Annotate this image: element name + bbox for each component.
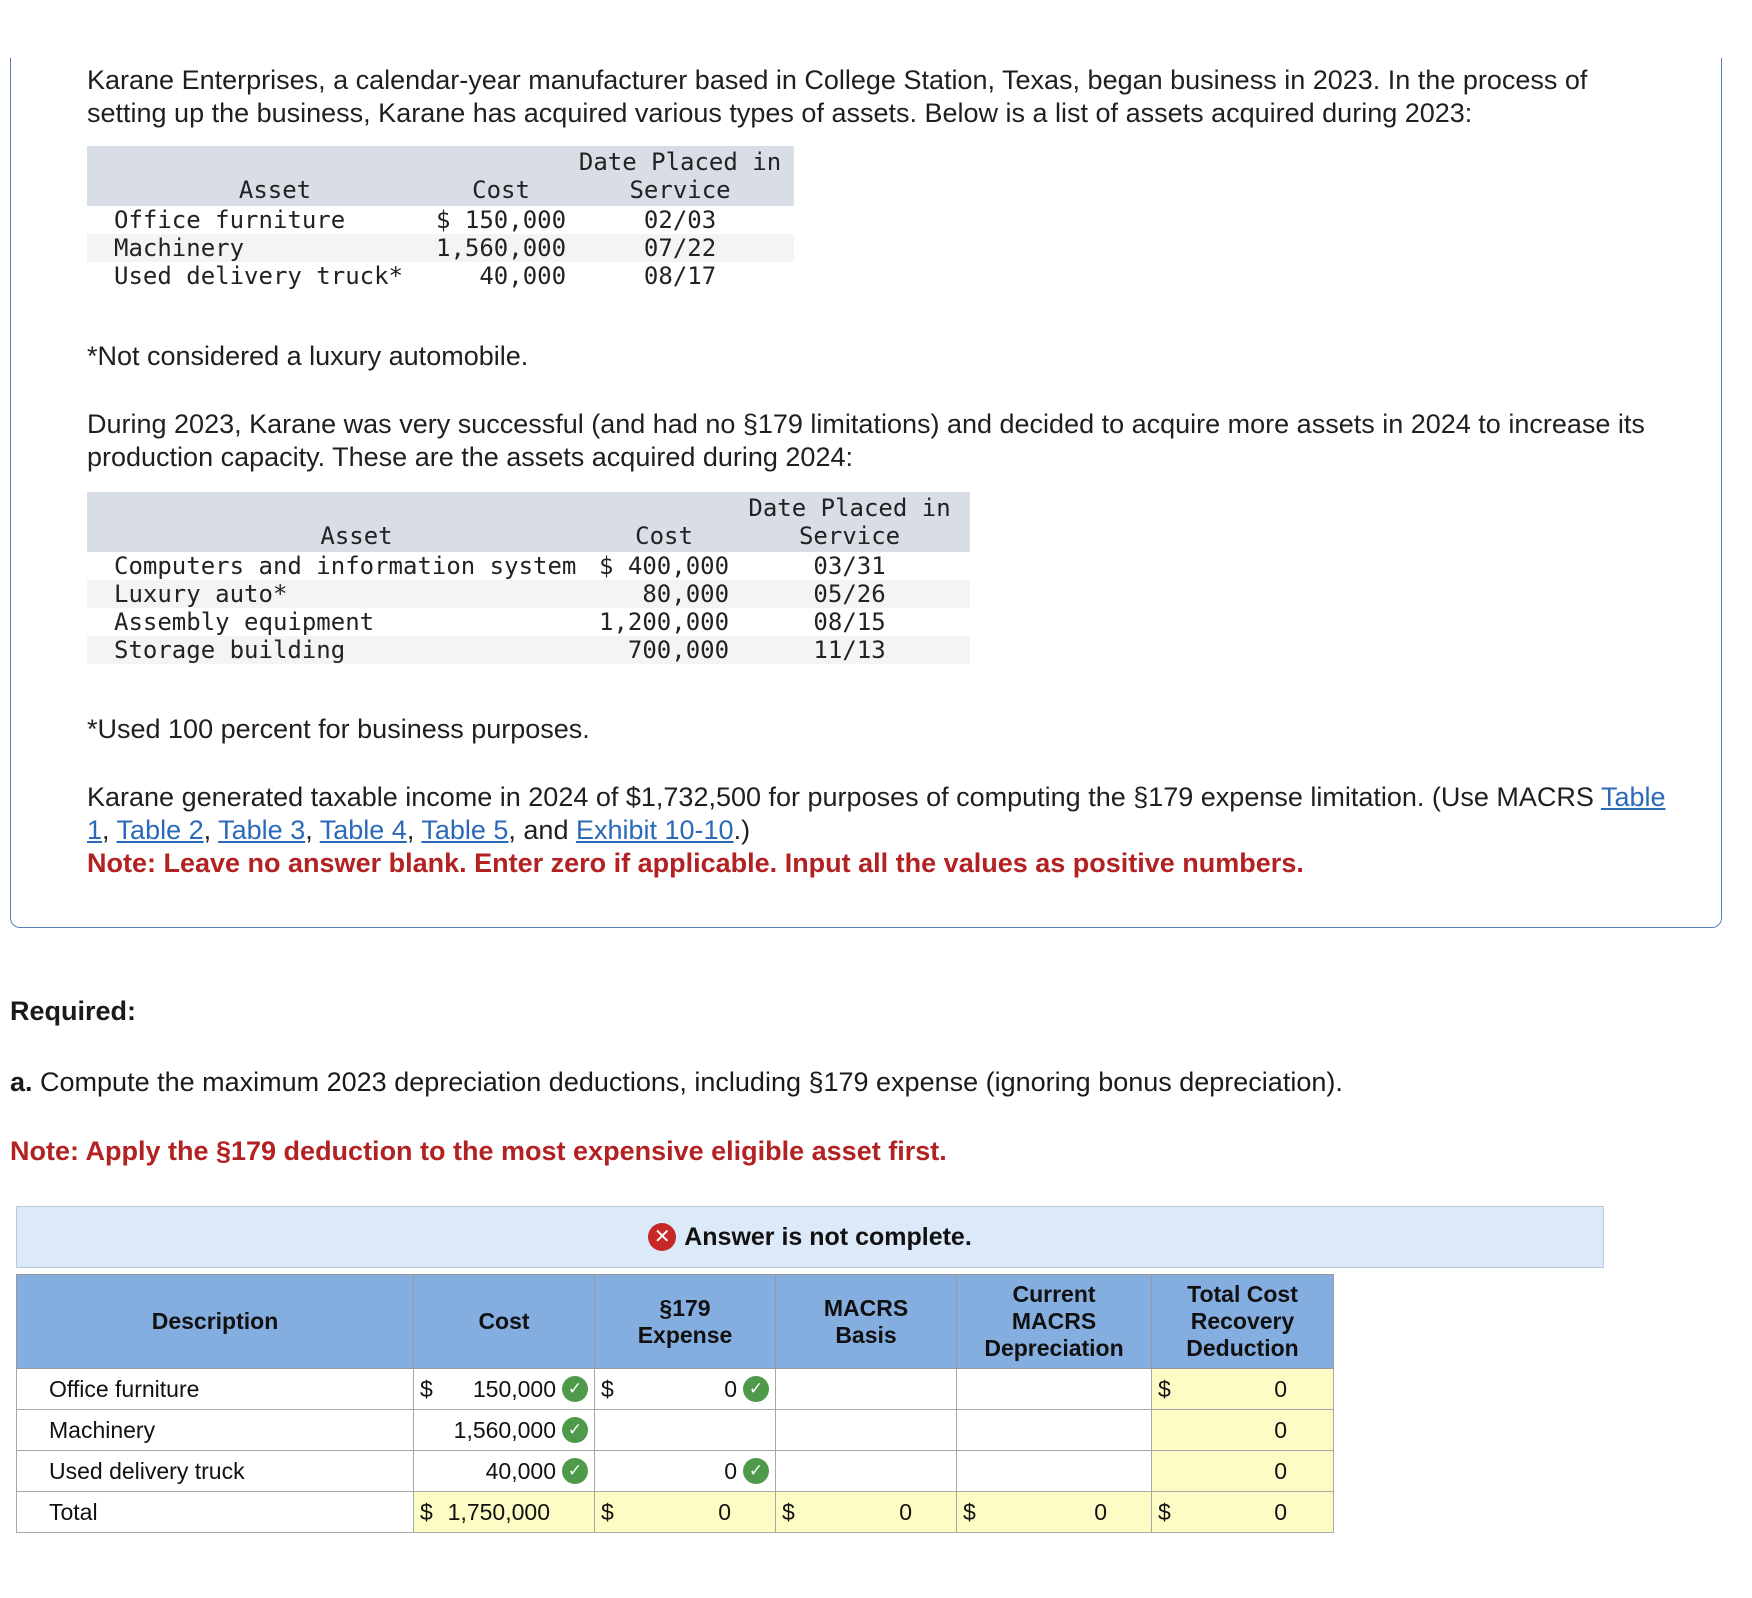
macrs-basis-input[interactable] bbox=[776, 1369, 957, 1410]
part-a-note: Note: Apply the §179 deduction to the most expensive eligible asset first. bbox=[10, 1136, 947, 1166]
total-s179-output: $ 0 bbox=[595, 1492, 776, 1533]
instruction-note: Note: Leave no answer blank. Enter zero if applicable. Input all the values as positive numbers. bbox=[87, 848, 1304, 878]
assets-2023-table bbox=[87, 146, 794, 290]
cost-input[interactable]: 40,000 ✓ bbox=[414, 1451, 595, 1492]
row-description: Machinery bbox=[17, 1410, 414, 1451]
answer-table bbox=[16, 1274, 1334, 1533]
answer-status-banner bbox=[16, 1206, 1604, 1268]
total-recovery-output: 0 bbox=[1152, 1451, 1334, 1492]
macrs-basis-input[interactable] bbox=[776, 1410, 957, 1451]
cost-input[interactable]: 1,560,000 ✓ bbox=[414, 1410, 595, 1451]
total-recovery-output: 0 bbox=[1152, 1410, 1334, 1451]
check-icon: ✓ bbox=[743, 1376, 769, 1402]
total-row bbox=[17, 1492, 1334, 1533]
link-table-3[interactable]: Table 3 bbox=[218, 815, 306, 845]
total-current-depreciation-output: $ 0 bbox=[957, 1492, 1152, 1533]
footnote-business-use: *Used 100 percent for business purposes. bbox=[87, 714, 590, 744]
table-row: Assembly equipment 1,200,000 08/15 bbox=[114, 608, 886, 636]
row-description: Office furniture bbox=[17, 1369, 414, 1410]
col-description: Description bbox=[17, 1275, 414, 1369]
s179-input[interactable] bbox=[595, 1410, 776, 1451]
total-macrs-basis-output: $ 0 bbox=[776, 1492, 957, 1533]
link-table-1[interactable]: Table 1 bbox=[87, 782, 1666, 845]
table-row bbox=[17, 1410, 1334, 1451]
s179-input[interactable]: $ 0 ✓ bbox=[595, 1369, 776, 1410]
total-cost-output: $ 1,750,000 bbox=[414, 1492, 595, 1533]
table-row: Computers and information system $ 400,000 03/31 bbox=[114, 552, 886, 580]
x-icon: ✕ bbox=[648, 1223, 676, 1251]
required-heading: Required: bbox=[10, 996, 137, 1026]
table-row bbox=[17, 1369, 1334, 1410]
assets-2024-table bbox=[87, 492, 970, 664]
link-exhibit-10-10[interactable]: Exhibit 10-10 bbox=[575, 815, 734, 845]
table-row: Luxury auto* 80,000 05/26 bbox=[87, 580, 970, 608]
table-row bbox=[17, 1451, 1334, 1492]
part-a-question: a. Compute the maximum 2023 depreciation deductions, including §179 expense (ignoring bonus depreciation). bbox=[10, 1067, 1343, 1097]
current-depreciation-input[interactable] bbox=[957, 1410, 1152, 1451]
paragraph-2024: During 2023, Karane was very successful (and had no §179 limitations) and decided to acquire more assets in 2024 to increase its production capacity. These are the assets acquired during 2024: bbox=[87, 409, 1645, 472]
col-macrs-basis: MACRS Basis bbox=[776, 1275, 957, 1369]
table-row: Office furniture $ 150,000 02/03 bbox=[114, 206, 717, 234]
footnote-luxury: *Not considered a luxury automobile. bbox=[87, 341, 529, 371]
s179-input[interactable]: 0 ✓ bbox=[595, 1451, 776, 1492]
check-icon: ✓ bbox=[562, 1376, 588, 1402]
col-cost: Cost bbox=[599, 492, 729, 552]
link-table-5[interactable]: Table 5 bbox=[421, 815, 509, 845]
link-table-4[interactable]: Table 4 bbox=[319, 815, 407, 845]
current-depreciation-input[interactable] bbox=[957, 1369, 1152, 1410]
table-row: Storage building 700,000 11/13 bbox=[87, 636, 970, 664]
table-row: Used delivery truck* 40,000 08/17 bbox=[114, 262, 717, 290]
row-description: Total bbox=[17, 1492, 414, 1533]
col-current-macrs-depreciation: Current MACRS Depreciation bbox=[957, 1275, 1152, 1369]
col-date: Date Placed in Service bbox=[729, 492, 970, 552]
current-depreciation-input[interactable] bbox=[957, 1451, 1152, 1492]
col-total-cost-recovery: Total Cost Recovery Deduction bbox=[1152, 1275, 1334, 1369]
check-icon: ✓ bbox=[562, 1458, 588, 1484]
total-recovery-output: $ 0 bbox=[1152, 1369, 1334, 1410]
total-recovery-output: $ 0 bbox=[1152, 1492, 1334, 1533]
answer-status-text: Answer is not complete. bbox=[684, 1222, 972, 1251]
col-date: Date Placed in Service bbox=[566, 146, 794, 206]
col-179-expense: §179 Expense bbox=[595, 1275, 776, 1369]
col-cost: Cost bbox=[414, 1275, 595, 1369]
check-icon: ✓ bbox=[743, 1458, 769, 1484]
col-asset: Asset bbox=[87, 146, 436, 206]
intro-paragraph: Karane Enterprises, a calendar-year manufacturer based in College Station, Texas, began business in 2023. In the process of setting up the business, Karane has acquired various types of assets. Below is a list of assets acquired during 2023: bbox=[87, 65, 1588, 128]
taxable-income-paragraph: Karane generated taxable income in 2024 of $1,732,500 for purposes of computing the §179 expense limitation. (Use MACRS Table 1, Table 2, Table 3, Table 4, Table 5, and Exhibit 10-10.) Note: Leave no answer blank. Enter zero if applicable. Input all the values as positive numbers. bbox=[87, 782, 1666, 878]
link-table-2[interactable]: Table 2 bbox=[116, 815, 204, 845]
cost-input[interactable]: $ 150,000 ✓ bbox=[414, 1369, 595, 1410]
col-cost: Cost bbox=[436, 146, 566, 206]
check-icon: ✓ bbox=[562, 1417, 588, 1443]
col-asset: Asset bbox=[87, 492, 599, 552]
macrs-basis-input[interactable] bbox=[776, 1451, 957, 1492]
table-row: Machinery 1,560,000 07/22 bbox=[87, 234, 794, 262]
row-description: Used delivery truck bbox=[17, 1451, 414, 1492]
